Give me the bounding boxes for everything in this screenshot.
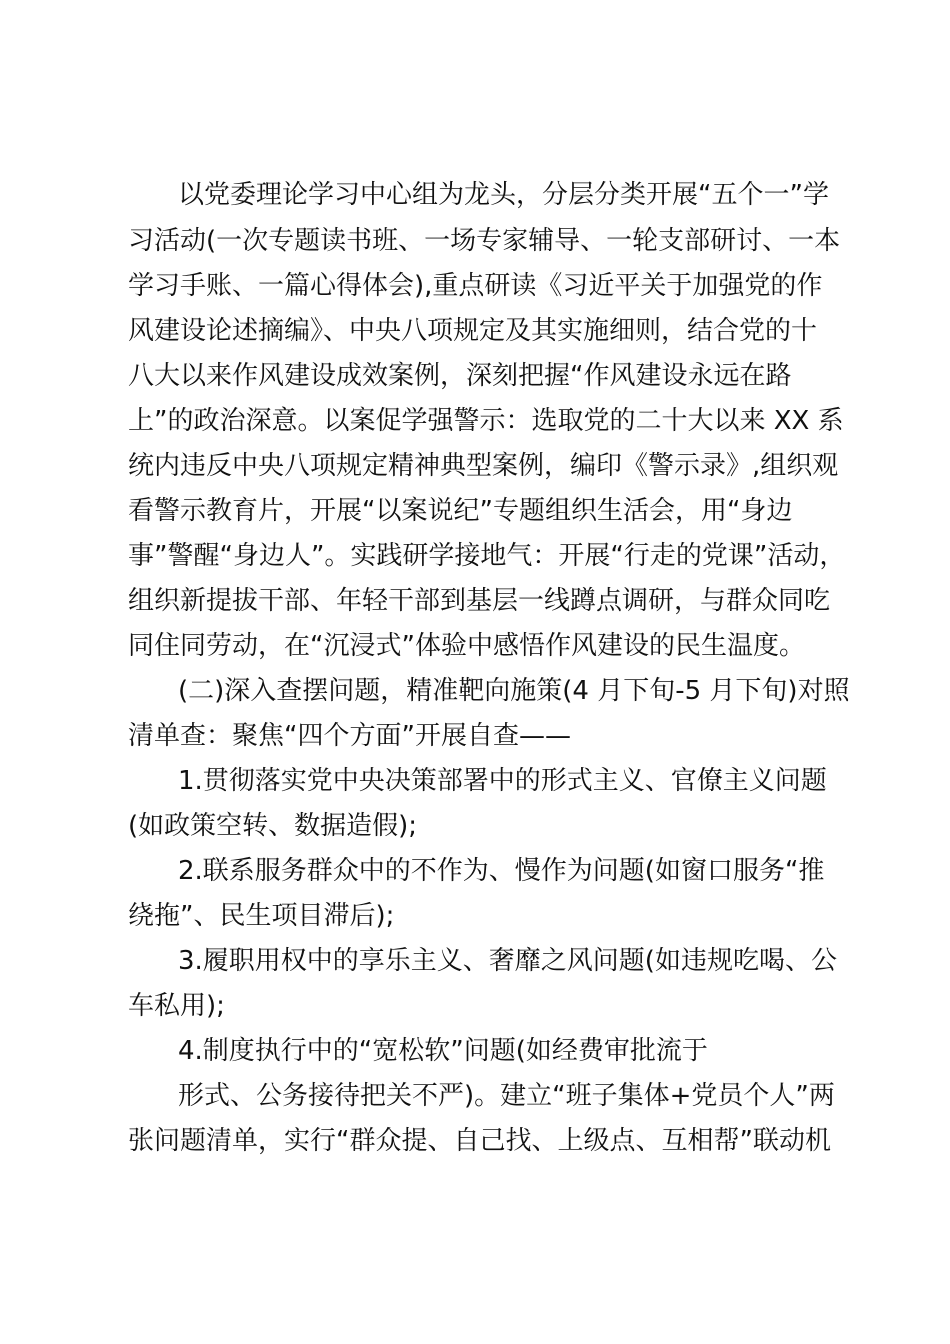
text-line: 同住同劳动，在“沉浸式”体验中感悟作风建设的民生温度。 (128, 631, 805, 661)
text-line: 八大以来作风建设成效案例，深刻把握“作风建设永远在路 (128, 361, 792, 391)
text-line: 习活动(一次专题读书班、一场专家辅导、一轮支部研讨、一本 (128, 226, 841, 256)
text-line: 张问题清单，实行“群众提、自己找、上级点、互相帮”联动机 (128, 1126, 831, 1156)
text-line: 风建设论述摘编》、中央八项规定及其实施细则，结合党的十 (128, 316, 818, 346)
text-line: (二)深入查摆问题，精准靶向施策(4 月下旬-5 月下旬)对照 (178, 676, 850, 706)
text-line: 3.履职用权中的享乐主义、奢靡之风问题(如违规吃喝、公 (178, 946, 837, 976)
text-line: 统内违反中央八项规定精神典型案例，编印《警示录》,组织观 (128, 451, 839, 481)
text-line: 形式、公务接待把关不严)。建立“班子集体+党员个人”两 (178, 1081, 835, 1111)
text-line: 4.制度执行中的“宽松软”问题(如经费审批流于 (178, 1036, 708, 1066)
text-line: 看警示教育片，开展“以案说纪”专题组织生活会，用“身边 (128, 496, 793, 526)
text-line: 车私用); (128, 991, 225, 1021)
text-line: 组织新提拔干部、年轻干部到基层一线蹲点调研，与群众同吃 (128, 586, 831, 616)
text-line: 学习手账、一篇心得体会),重点研读《习近平关于加强党的作 (128, 271, 823, 301)
text-line: 1.贯彻落实党中央决策部署中的形式主义、官僚主义问题 (178, 766, 827, 796)
text-line: 清单查：聚焦“四个方面”开展自查—— (128, 721, 571, 751)
text-line: 绕拖”、民生项目滞后); (128, 901, 395, 931)
text-line: 2.联系服务群众中的不作为、慢作为问题(如窗口服务“推 (178, 856, 825, 886)
text-line: (如政策空转、数据造假); (128, 811, 418, 841)
text-line: 以党委理论学习中心组为龙头，分层分类开展“五个一”学 (178, 180, 829, 210)
text-line: 上”的政治深意。以案促学强警示：选取党的二十大以来 XX 系 (128, 406, 844, 436)
text-line: 事”警醒“身边人”。实践研学接地气：开展“行走的党课”活动， (128, 541, 846, 571)
